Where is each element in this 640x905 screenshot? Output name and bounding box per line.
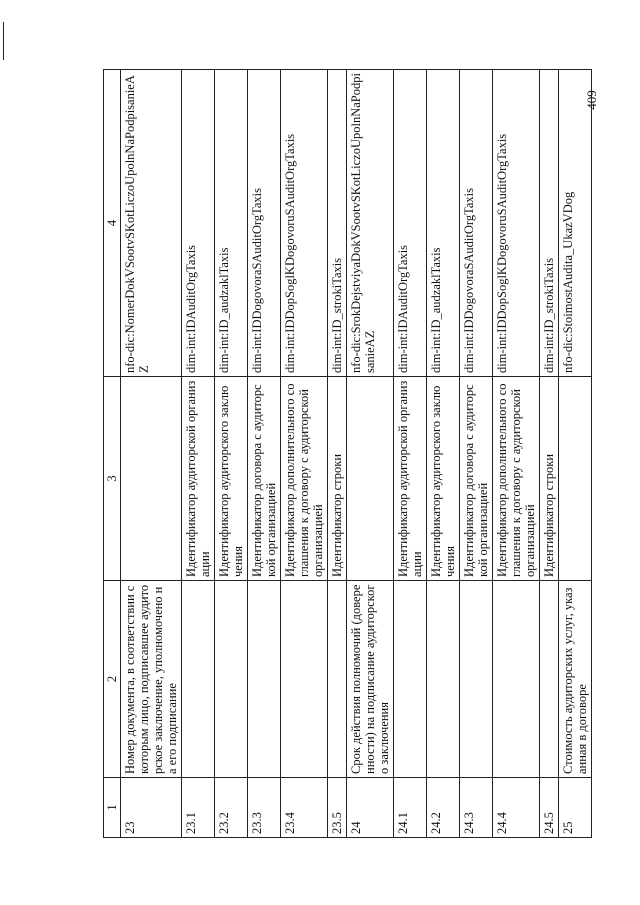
table-row <box>328 70 347 838</box>
row-name-cell: Срок действия полномочий (доверенности) на подписание аудиторского заключения <box>347 581 394 778</box>
row-description-cell: Идентификатор строки <box>540 377 559 581</box>
row-description-cell: Идентификатор аудиторской организации <box>182 377 215 581</box>
row-description-cell: Идентификатор договора с аудиторской организацией <box>248 377 281 581</box>
row-description-cell: Идентификатор строки <box>328 377 347 581</box>
row-description-cell: Идентификатор дополнительного соглашения к договору с аудиторской организацией <box>493 377 540 581</box>
table-row <box>215 70 248 838</box>
row-code-cell: dim-int:IDAuditOrgTaxis <box>394 70 427 377</box>
row-code-cell: dim-int:IDAuditOrgTaxis <box>182 70 215 377</box>
row-number-cell: 23.2 <box>215 778 248 838</box>
row-number-cell: 23.3 <box>248 778 281 838</box>
row-name-cell: Стоимость аудиторских услуг, указанная в договоре <box>559 581 592 778</box>
row-number-cell: 24 <box>347 778 394 838</box>
header-cell: 1 <box>104 778 121 838</box>
table-row <box>540 70 559 838</box>
table-row <box>559 70 592 838</box>
row-number-cell: 24.1 <box>394 778 427 838</box>
row-number-cell: 23.4 <box>281 778 328 838</box>
table-row <box>182 70 215 838</box>
row-code-cell: dim-int:ID_audzaklTaxis <box>427 70 460 377</box>
row-name-cell <box>248 581 281 778</box>
header-cell: 3 <box>104 377 121 581</box>
row-description-cell: Идентификатор аудиторского заключения <box>427 377 460 581</box>
table-row <box>460 70 493 838</box>
rotated-table-frame <box>103 70 589 838</box>
row-number-cell: 24.5 <box>540 778 559 838</box>
row-name-cell <box>427 581 460 778</box>
page-number: 409 <box>584 90 599 110</box>
table-row <box>394 70 427 838</box>
row-number-cell: 23.5 <box>328 778 347 838</box>
data-table <box>103 69 592 838</box>
row-code-cell: dim-int:IDDogovoraSAuditOrgTaxis <box>248 70 281 377</box>
header-cell: 2 <box>104 581 121 778</box>
row-description-cell: Идентификатор договора с аудиторской организацией <box>460 377 493 581</box>
header-row <box>104 70 121 838</box>
row-description-cell <box>559 377 592 581</box>
row-number-cell: 25 <box>559 778 592 838</box>
row-number-cell: 23 <box>121 778 182 838</box>
table-row <box>121 70 182 838</box>
row-number-cell: 24.2 <box>427 778 460 838</box>
row-description-cell: Идентификатор аудиторской организации <box>394 377 427 581</box>
row-number-cell: 24.4 <box>493 778 540 838</box>
row-code-cell: nfo-dic:StoimostAudita_UkazVDog <box>559 70 592 377</box>
row-code-cell: dim-int:IDDogovoraSAuditOrgTaxis <box>460 70 493 377</box>
row-code-cell: dim-int:IDDopSoglKDogovoruSAuditOrgTaxis <box>281 70 328 377</box>
header-cell: 4 <box>104 70 121 377</box>
row-name-cell: Номер документа, в соответствии с которым лицо, подписавшее аудиторское заключение, уполномочено на его подписание <box>121 581 182 778</box>
row-code-cell: nfo-dic:NomerDokVSootvSKotLiczoUpolnNaPodpisanieAZ <box>121 70 182 377</box>
row-number-cell: 24.3 <box>460 778 493 838</box>
row-name-cell <box>328 581 347 778</box>
row-code-cell: dim-int:ID_strokiTaxis <box>328 70 347 377</box>
left-margin-mark <box>3 22 4 60</box>
row-code-cell: dim-int:IDDopSoglKDogovoruSAuditOrgTaxis <box>493 70 540 377</box>
row-description-cell: Идентификатор аудиторского заключения <box>215 377 248 581</box>
row-name-cell <box>540 581 559 778</box>
row-name-cell <box>182 581 215 778</box>
table-row <box>493 70 540 838</box>
row-name-cell <box>215 581 248 778</box>
table-row <box>427 70 460 838</box>
row-name-cell <box>394 581 427 778</box>
row-number-cell: 23.1 <box>182 778 215 838</box>
row-code-cell: dim-int:ID_strokiTaxis <box>540 70 559 377</box>
row-code-cell: nfo-dic:SrokDejstviyaDokVSootvSKotLiczoUpolnNaPodpisanieAZ <box>347 70 394 377</box>
row-description-cell: Идентификатор дополнительного соглашения к договору с аудиторской организацией <box>281 377 328 581</box>
row-description-cell <box>121 377 182 581</box>
row-description-cell <box>347 377 394 581</box>
row-name-cell <box>281 581 328 778</box>
row-name-cell <box>460 581 493 778</box>
table-row <box>281 70 328 838</box>
row-name-cell <box>493 581 540 778</box>
row-code-cell: dim-int:ID_audzaklTaxis <box>215 70 248 377</box>
table-row <box>248 70 281 838</box>
table-container <box>103 70 589 838</box>
table-row <box>347 70 394 838</box>
